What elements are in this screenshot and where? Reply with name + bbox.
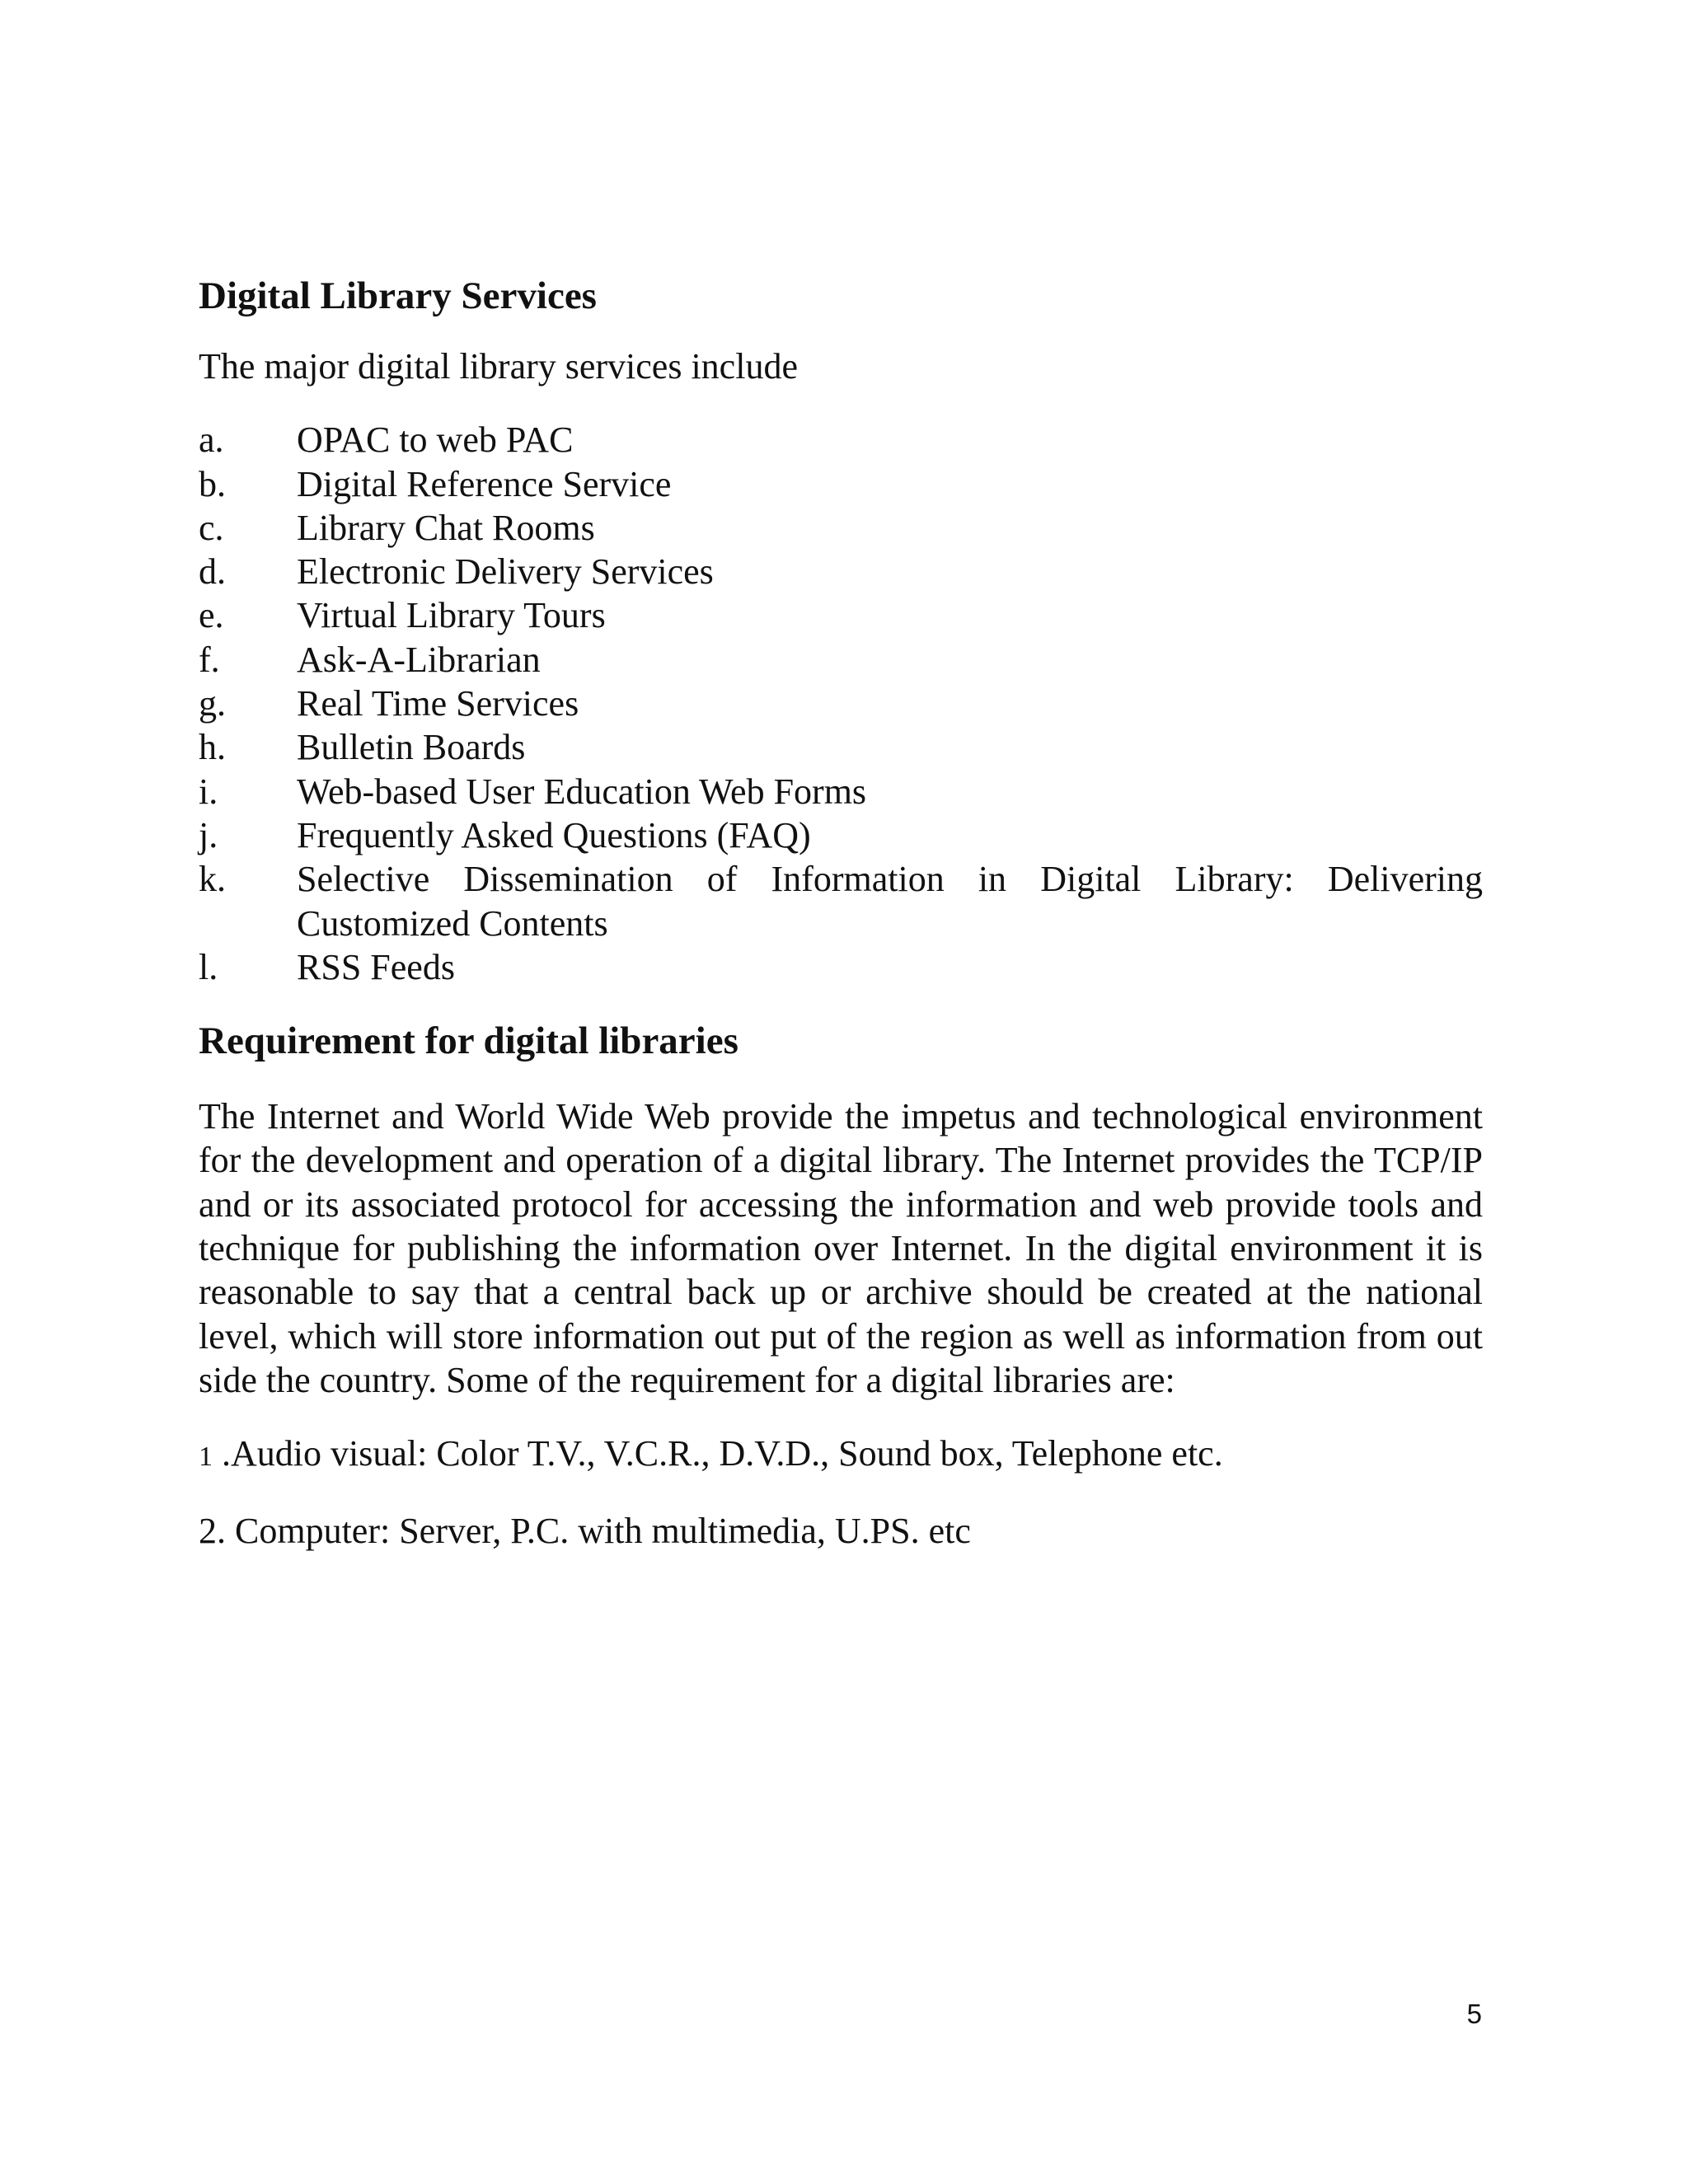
- list-marker: d.: [199, 551, 226, 593]
- section-heading-requirements: Requirement for digital libraries: [199, 1019, 738, 1063]
- list-item: [199, 638, 1483, 682]
- list-item-text: Digital Reference Service: [297, 463, 672, 504]
- requirement-text: Computer: Server, P.C. with multimedia, U.PS. etc: [226, 1510, 971, 1551]
- list-item: [199, 593, 1483, 637]
- list-marker: g.: [199, 683, 226, 724]
- list-marker: h.: [199, 727, 226, 768]
- list-marker: l.: [199, 946, 218, 987]
- list-item-text: Web-based User Education Web Forms: [297, 771, 867, 812]
- services-list: [199, 418, 1483, 989]
- requirement-item: [199, 1509, 1483, 1553]
- list-item-text: Real Time Services: [297, 683, 579, 724]
- list-item: [199, 418, 1483, 462]
- requirements-paragraph: The Internet and World Wide Web provide the impetus and technological environment for the development and operation of a digital library. The Internet provides the TCP/IP and or its associated protocol for accessing the information and web provide tools and technique for publishing the information over Internet. In the digital environment it is reasonable to say that a central back up or archive should be created at the national level, which will store information out put of the region as well as information from out side the country. Some of the requirement for a digital libraries are:: [199, 1096, 1483, 1400]
- list-item-text: OPAC to web PAC: [297, 419, 574, 461]
- list-item-text: Selective Dissemination of Information in Digital Library: Delivering Customized Contents: [297, 859, 1483, 944]
- list-item-text: Virtual Library Tours: [297, 595, 606, 636]
- list-item: [199, 813, 1483, 857]
- list-item: [199, 725, 1483, 769]
- list-marker: j.: [199, 814, 218, 855]
- list-marker: e.: [199, 595, 224, 636]
- page-number: 5: [1466, 1999, 1482, 2029]
- list-item: [199, 462, 1483, 506]
- list-item-text: Library Chat Rooms: [297, 507, 595, 548]
- list-marker: f.: [199, 639, 220, 680]
- list-marker: k.: [199, 859, 226, 900]
- services-intro: The major digital library services include: [199, 346, 798, 387]
- requirement-number: 2.: [199, 1510, 226, 1551]
- list-marker: a.: [199, 419, 224, 461]
- list-item-text: RSS Feeds: [297, 946, 455, 987]
- list-item: [199, 506, 1483, 550]
- list-marker: c.: [199, 507, 224, 548]
- list-item-text: Frequently Asked Questions (FAQ): [297, 814, 811, 855]
- list-marker: b.: [199, 463, 226, 504]
- page-content: [199, 272, 1483, 1553]
- section-heading-digital-library-services: Digital Library Services: [199, 274, 597, 317]
- list-item: [199, 857, 1483, 945]
- list-item-text: Electronic Delivery Services: [297, 551, 714, 593]
- list-item-text: Bulletin Boards: [297, 727, 526, 768]
- list-item: [199, 945, 1483, 989]
- list-marker: i.: [199, 771, 218, 812]
- list-item: [199, 550, 1483, 593]
- list-item-text: Ask-A-Librarian: [297, 639, 541, 680]
- list-item: [199, 682, 1483, 725]
- requirement-item: [199, 1432, 1483, 1479]
- requirement-number: 1: [199, 1441, 213, 1473]
- requirement-text: .Audio visual: Color T.V., V.C.R., D.V.D., Sound box, Telephone etc.: [213, 1433, 1223, 1474]
- list-item: [199, 770, 1483, 813]
